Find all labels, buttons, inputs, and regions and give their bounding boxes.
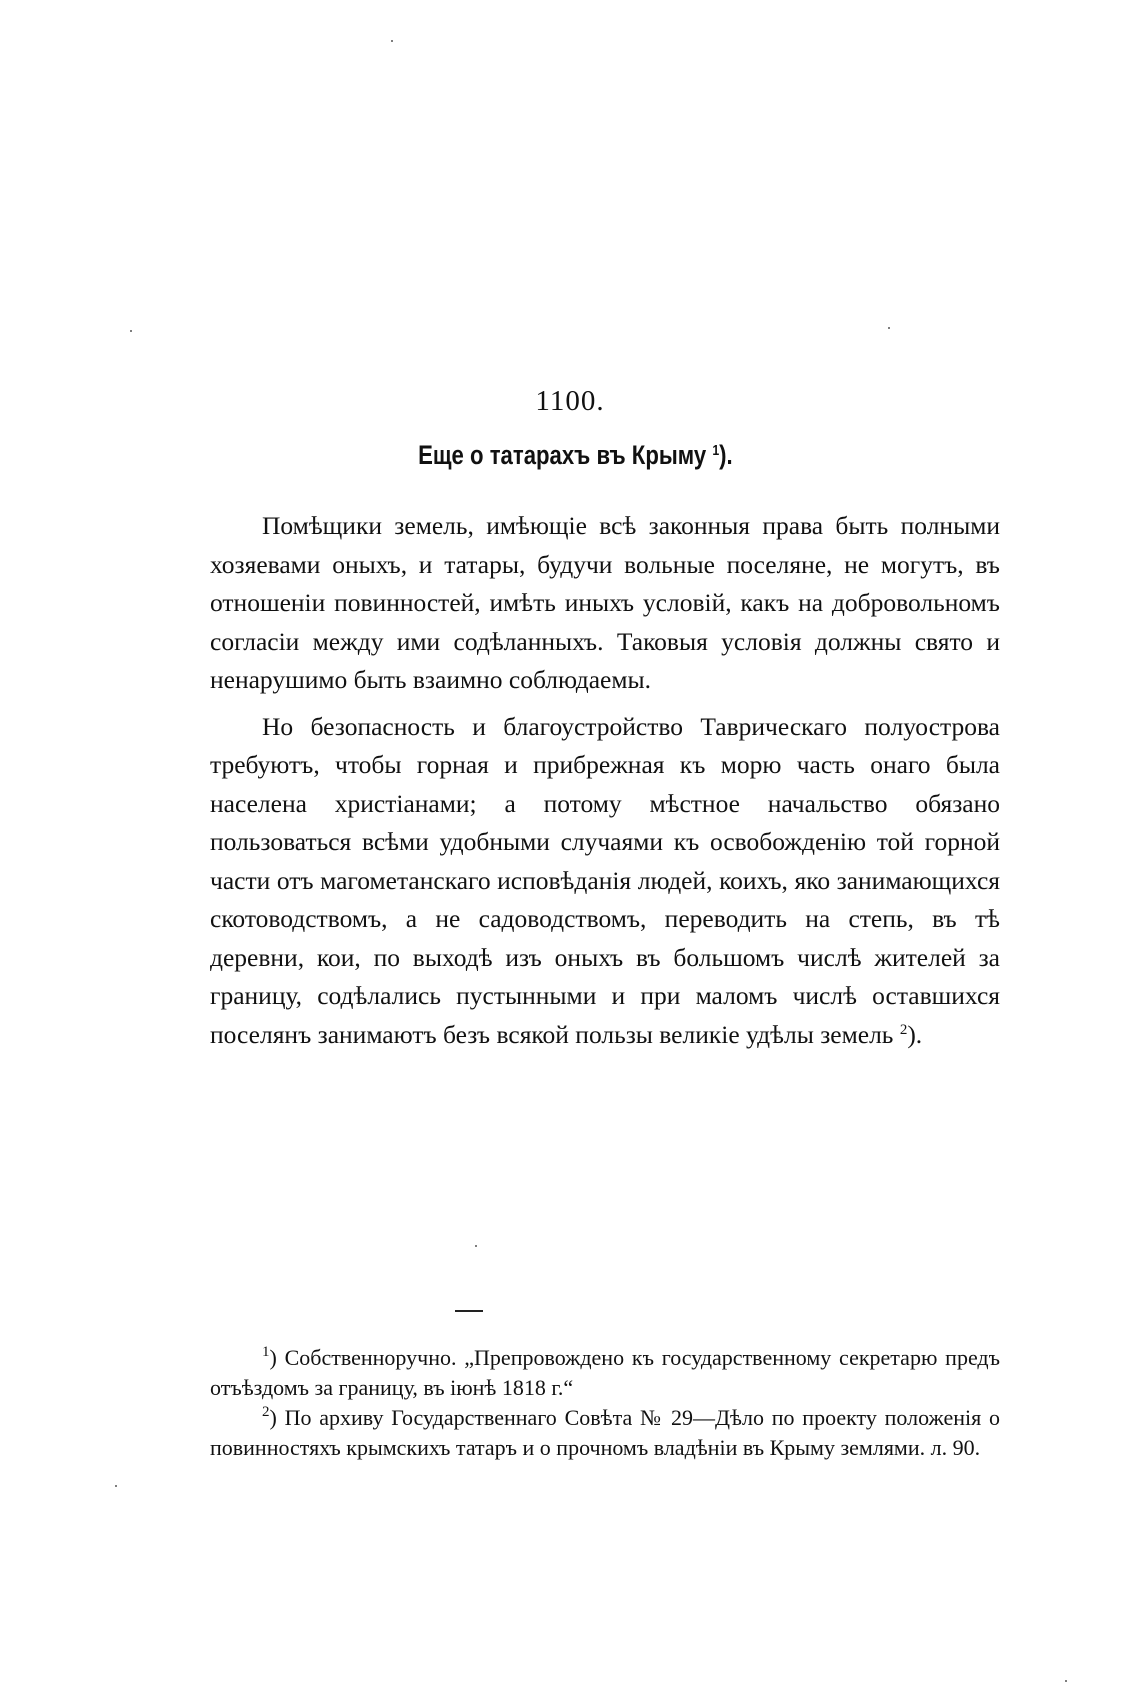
footnote-marker: 1 (262, 1344, 270, 1360)
scan-speck (115, 1485, 117, 1487)
title-footnote-ref: 1 (712, 442, 720, 459)
footnote-marker: 2 (262, 1404, 270, 1420)
footnotes (210, 1343, 1000, 1463)
title-close: ). (719, 440, 733, 470)
paragraph (210, 708, 1000, 1055)
scan-speck (888, 327, 890, 329)
footnote-separator (455, 1310, 483, 1312)
document-title-text: Еще о татарахъ въ Крыму (418, 440, 707, 470)
paragraph-text: Но безопасность и благоустройство Таврическаго полуострова требуютъ, чтобы горная и прибрежная къ морю часть онаго была населена христіанами; а потому мѣстное начальство обязано пользоваться всѣми удобными случаями къ освобожденію той горной части отъ магометанскаго исповѣданія людей, коихъ, яко занимающихся скотоводствомъ, а не садоводствомъ, переводить на степь, въ тѣ деревни, кои, по выходѣ изъ оныхъ въ большомъ числѣ жителей за границу, содѣлались пустынными и при маломъ числѣ оставшихся поселянъ занимаютъ безъ всякой пользы великіе удѣлы земель (210, 711, 1000, 1049)
scan-speck (391, 40, 393, 42)
paragraph-footnote-ref: 2 (899, 1021, 908, 1038)
footnote-text: ) Собственноручно. „Препровождено къ государственному секретарю предъ отъѣздомъ за границу, въ іюнѣ 1818 г.“ (210, 1345, 1000, 1400)
footnote-text: ) По архиву Государственнаго Совѣта № 29—Дѣло по проекту положенія о повинностяхъ крымскихъ татаръ и о прочномъ владѣніи въ Крыму землями. л. 90. (210, 1405, 1000, 1460)
scan-speck (1065, 1680, 1067, 1682)
document-body (210, 507, 1000, 1054)
paragraph: Помѣщики земель, имѣющіе всѣ законныя права быть полными хозяевами оныхъ, и татары, будучи вольные поселяне, не могутъ, въ отношеніи повинностей, имѣть иныхъ условій, какъ на добровольномъ согласіи между ими содѣланныхъ. Таковыя условія должны свято и ненарушимо быть взаимно соблюдаемы. (210, 511, 1000, 694)
scan-speck (475, 1245, 477, 1247)
footnote (210, 1343, 1000, 1403)
paragraph-tail: ). (907, 1019, 923, 1049)
document-number: 1100. (535, 385, 605, 417)
footnote (210, 1403, 1000, 1463)
document-title (108, 440, 1043, 471)
scan-speck (130, 330, 132, 332)
